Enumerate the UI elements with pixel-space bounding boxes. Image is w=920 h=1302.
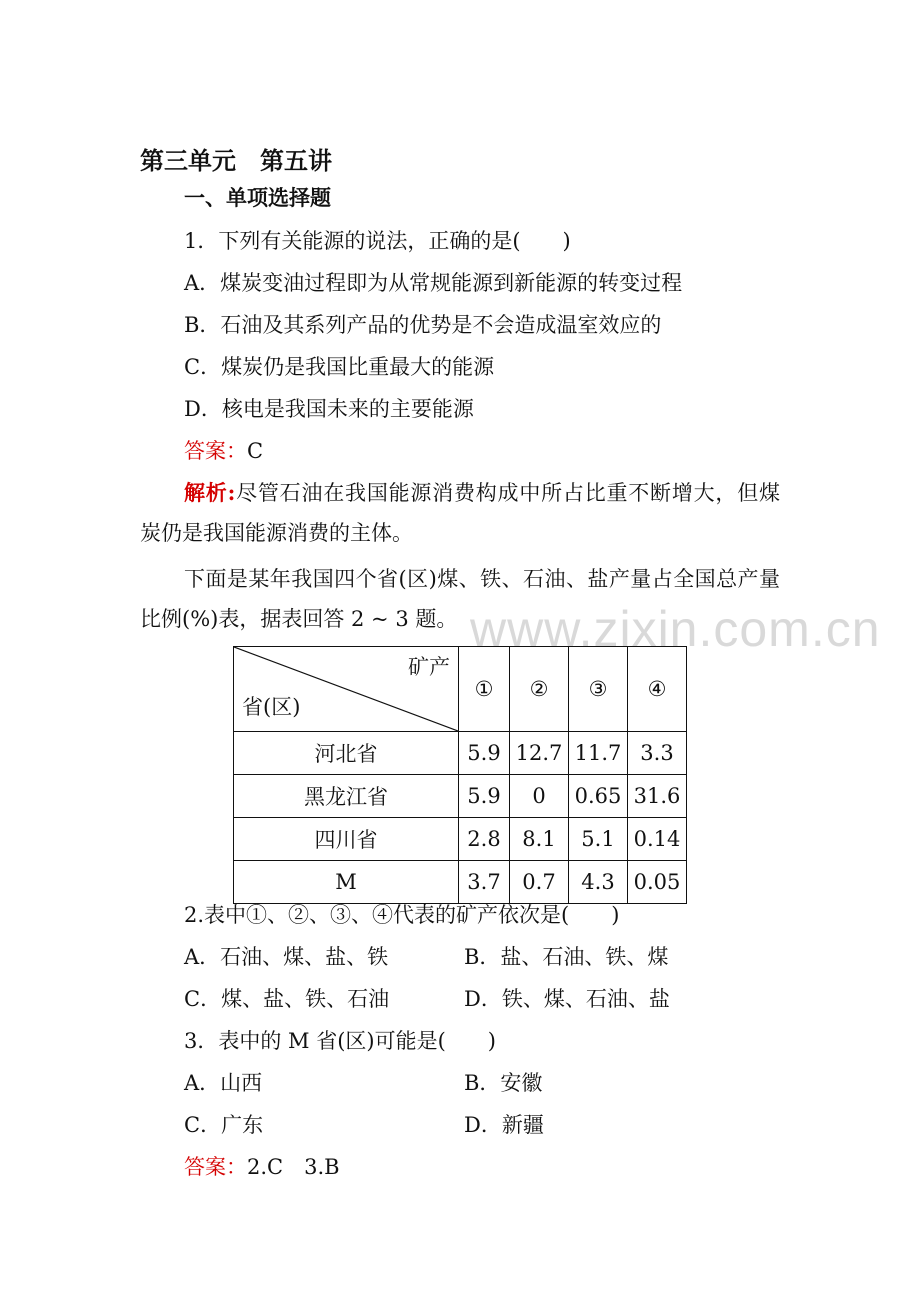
question-3-option-d: D．新疆 <box>464 1113 544 1137</box>
table-row <box>234 861 687 904</box>
table-cell: 11.7 <box>569 732 628 775</box>
table-cell: 0.7 <box>510 861 569 904</box>
analysis-label: 解析: <box>184 480 236 505</box>
intro-line-2: 比例(%)表，据表回答 2 ~ 3 题。 <box>140 607 458 631</box>
table-row <box>234 732 687 775</box>
question-1-option-b: B．石油及其系列产品的优势是不会造成温室效应的 <box>184 313 662 337</box>
answer-2-3 <box>184 1152 340 1182</box>
table-cell: 31.6 <box>628 775 687 818</box>
row-name: M <box>234 861 459 904</box>
table-row <box>234 775 687 818</box>
answer-value: C <box>247 439 264 463</box>
question-2-stem: 2.表中①、②、③、④代表的矿产依次是( ) <box>184 903 620 927</box>
table-cell: 0.05 <box>628 861 687 904</box>
table-cell: 0.65 <box>569 775 628 818</box>
question-1-option-c: C．煤炭仍是我国比重最大的能源 <box>184 355 495 379</box>
question-2-option-d: D．铁、煤、石油、盐 <box>464 987 670 1011</box>
table-header-col-4: ④ <box>628 647 687 732</box>
question-3-option-c: C．广东 <box>184 1113 264 1137</box>
table-header-col-2: ② <box>510 647 569 732</box>
question-1-option-a: A．煤炭变油过程即为从常规能源到新能源的转变过程 <box>184 271 683 295</box>
table-cell: 2.8 <box>459 818 510 861</box>
question-3-option-a: A．山西 <box>184 1071 263 1095</box>
answer-label: 答案： <box>184 1155 247 1179</box>
table-cell: 5.1 <box>569 818 628 861</box>
table-cell: 8.1 <box>510 818 569 861</box>
table-cell: 4.3 <box>569 861 628 904</box>
corner-label-province: 省(区) <box>242 695 301 719</box>
table-header-col-3: ③ <box>569 647 628 732</box>
table-cell: 12.7 <box>510 732 569 775</box>
answer-label: 答案： <box>184 439 247 463</box>
section-heading: 一、单项选择题 <box>184 185 331 210</box>
mineral-table <box>233 646 687 904</box>
analysis-line-2: 炭仍是我国能源消费的主体。 <box>140 521 413 545</box>
table-cell: 0.14 <box>628 818 687 861</box>
question-1-option-d: D．核电是我国未来的主要能源 <box>184 397 474 421</box>
table-corner-cell <box>234 647 459 732</box>
table-cell: 3.7 <box>459 861 510 904</box>
question-1-stem: 1．下列有关能源的说法，正确的是( ) <box>184 229 571 253</box>
table-cell: 3.3 <box>628 732 687 775</box>
question-3-option-b: B．安徽 <box>464 1071 543 1095</box>
table-row <box>234 818 687 861</box>
question-1-answer <box>184 436 263 466</box>
table-cell: 5.9 <box>459 732 510 775</box>
question-3-stem: 3．表中的 M 省(区)可能是( ) <box>184 1029 496 1053</box>
answer-value: 2.C 3.B <box>247 1155 340 1179</box>
question-2-option-c: C．煤、盐、铁、石油 <box>184 987 390 1011</box>
table-header-col-1: ① <box>459 647 510 732</box>
watermark: www.zixin.com.cn <box>470 601 881 657</box>
row-name: 四川省 <box>234 818 459 861</box>
intro-line-1: 下面是某年我国四个省(区)煤、铁、石油、盐产量占全国总产量 <box>184 567 780 591</box>
question-2-option-a: A．石油、煤、盐、铁 <box>184 945 389 969</box>
corner-label-mineral: 矿产 <box>408 655 450 679</box>
row-name: 黑龙江省 <box>234 775 459 818</box>
analysis-line-1 <box>184 478 780 508</box>
page-title: 第三单元 第五讲 <box>140 146 332 175</box>
table-cell: 5.9 <box>459 775 510 818</box>
row-name: 河北省 <box>234 732 459 775</box>
question-2-option-b: B．盐、石油、铁、煤 <box>464 945 669 969</box>
analysis-text-1: 尽管石油在我国能源消费构成中所占比重不断增大，但煤 <box>235 481 780 505</box>
table-cell: 0 <box>510 775 569 818</box>
